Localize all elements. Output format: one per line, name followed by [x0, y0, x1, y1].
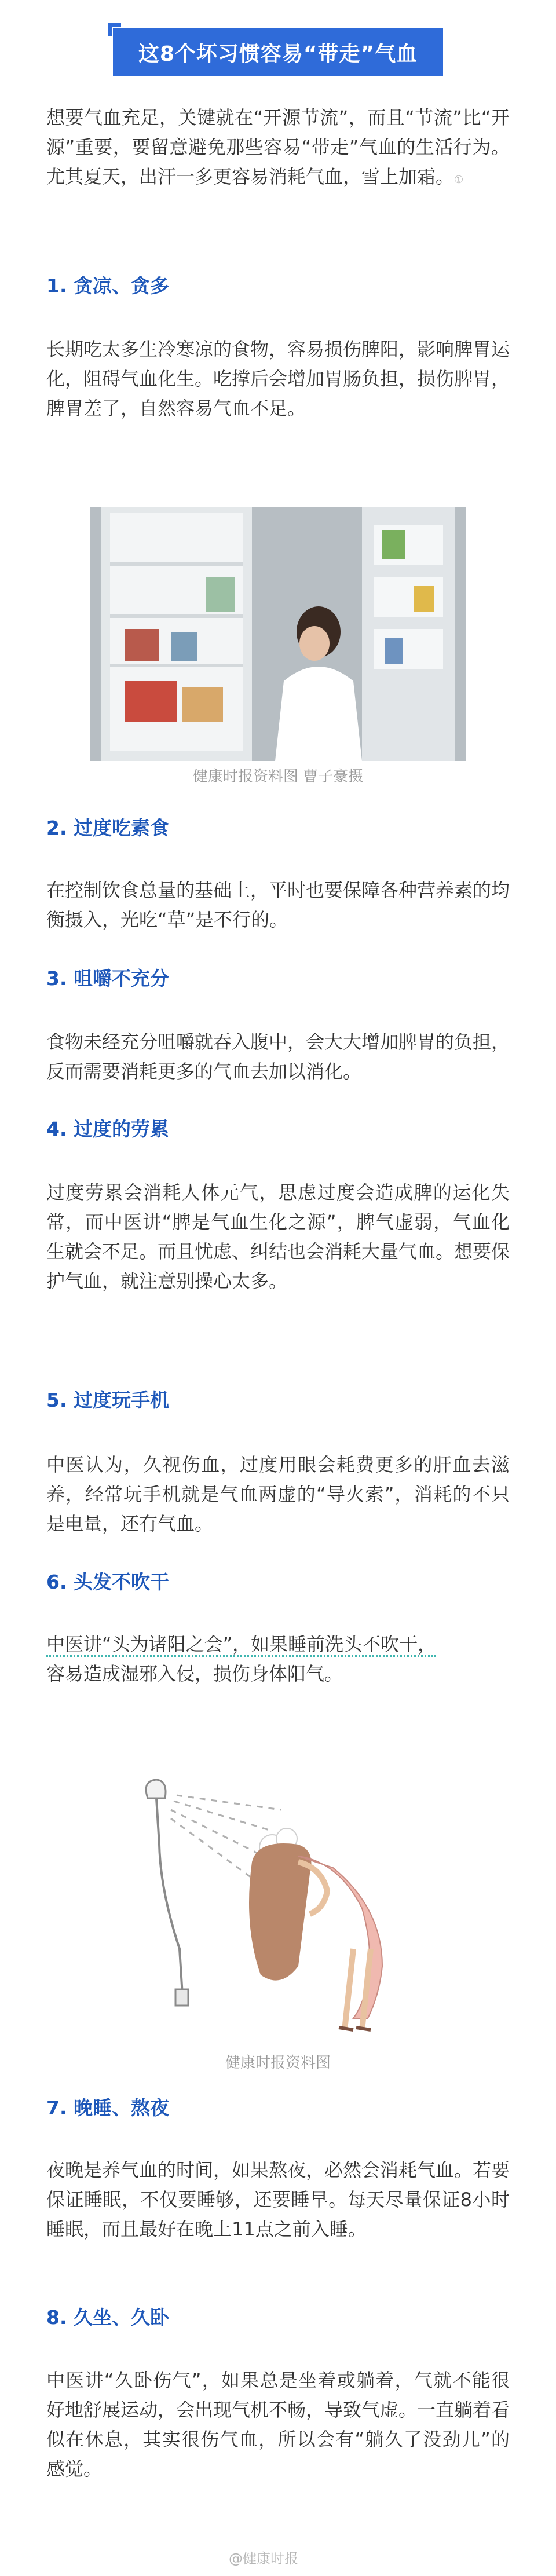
citation-mark[interactable]: ① — [454, 174, 464, 186]
hair-tip-link[interactable]: 中医讲“头为诸阳之会”，如果睡前洗头不吹干， — [46, 1633, 436, 1657]
section-heading-4: 4. 过度的劳累 — [46, 1118, 169, 1140]
section-body-3: 食物未经充分咀嚼就吞入腹中，会大大增加脾胃的负担，反而需要消耗更多的气血去加以消化。 — [46, 1031, 510, 1082]
section-body-5: 中医认为，久视伤血，过度用眼会耗费更多的肝血去滋养，经常玩手机就是气血两虚的“导火索”，消耗的不只是电量，还有气血。 — [46, 1454, 510, 1535]
intro-text: 想要气血充足，关键就在“开源节流”，而且“节流”比“开源”重要，要留意避免那些容易“带走”气血的生活行为。尤其夏天，出汗一多更容易消耗气血，雪上加霜。 — [46, 107, 510, 188]
hair-washing-illustration — [125, 1775, 431, 2047]
section-heading-6: 6. 头发不吹干 — [46, 1571, 169, 1593]
photo-caption: 健康时报资料图 曹子豪摄 — [192, 768, 364, 785]
section-heading-5: 5. 过度玩手机 — [46, 1389, 169, 1411]
hair-washing-drawing — [125, 1775, 431, 2047]
section-heading-8: 8. 久坐、久卧 — [46, 2306, 169, 2329]
section-heading-3: 3. 咀嚼不充分 — [46, 967, 169, 990]
section-body-6-end: 容易造成湿邪入侵，损伤身体阳气。 — [46, 1663, 343, 1685]
intro-paragraph — [46, 103, 510, 195]
illustration-caption: 健康时报资料图 — [225, 2054, 331, 2072]
fridge-photo-image — [90, 507, 466, 761]
section-body-4: 过度劳累会消耗人体元气，思虑过度会造成脾的运化失常，而中医讲“脾是气血生化之源”，脾气虚弱，气血化生就会不足。而且忧虑、纠结也会消耗大量气血。想要保护气血，就注意别操心太多。 — [46, 1181, 510, 1292]
section-body-1: 长期吃太多生冷寒凉的食物，容易损伤脾阳，影响脾胃运化，阻碍气血化生。吃撑后会增加胃肠负担，损伤脾胃，脾胃差了，自然容易气血不足。 — [46, 338, 510, 419]
section-body-6 — [46, 1630, 510, 1689]
section-body-7: 夜晚是养气血的时间，如果熬夜，必然会消耗气血。若要保证睡眠，不仅要睡够，还要睡早。每天尽量保证8小时睡眠，而且最好在晚上11点之前入睡。 — [46, 2159, 510, 2240]
watermark: @健康时报 — [229, 2551, 298, 2567]
section-body-8: 中医讲“久卧伤气”，如果总是坐着或躺着，气就不能很好地舒展运动，会出现气机不畅，导致气虚。一直躺着看似在休息，其实很伤气血，所以会有“躺久了没劲儿”的感觉。 — [46, 2369, 510, 2480]
article-title: 这8个坏习惯容易“带走”气血 — [113, 28, 443, 76]
section-heading-2: 2. 过度吃素食 — [46, 817, 169, 839]
section-heading-7: 7. 晚睡、熬夜 — [46, 2096, 169, 2119]
section-body-2: 在控制饮食总量的基础上，平时也要保障各种营养素的均衡摄入，光吃“草”是不行的。 — [46, 879, 510, 931]
section-heading-1: 1. 贪凉、贪多 — [46, 275, 169, 297]
fridge-photo — [90, 507, 466, 761]
